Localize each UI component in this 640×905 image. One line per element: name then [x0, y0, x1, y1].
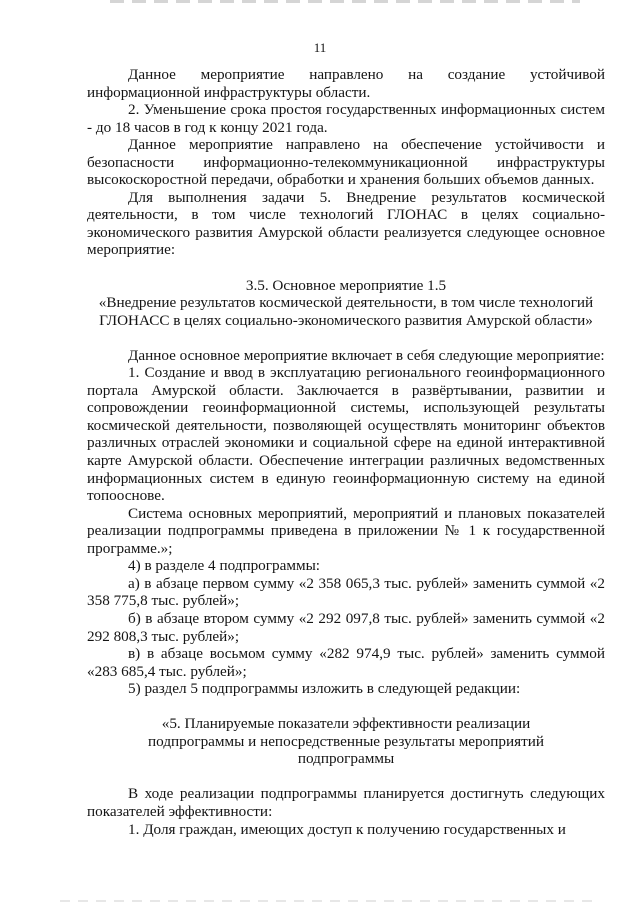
paragraph: 1. Доля граждан, имеющих доступ к получению государственных и: [128, 820, 566, 838]
section-heading-title: «Внедрение результатов космической деятельности, в том числе технологий ГЛОНАСС в целях социально-экономического развития Амурской области»: [98, 294, 594, 329]
paragraph: Система основных мероприятий, мероприятий и плановых показателей реализации подпрограммы приведена в приложении № 1 к государственной программе.»;: [87, 504, 605, 557]
paragraph: 4) в разделе 4 подпрограммы:: [128, 557, 320, 575]
paragraph: б) в абзаце втором сумму «2 292 097,8 тыс. рублей» заменить суммой «2 292 808,3 тыс. рублей»;: [87, 609, 605, 645]
section5-heading-line: подпрограммы: [297, 750, 395, 768]
paragraph: Данное основное мероприятие включает в себя следующие мероприятие:: [128, 346, 605, 364]
paragraph: 1. Создание и ввод в эксплуатацию регионального геоинформационного портала Амурской области. Заключается в развёртывании, развитии и сопровождении геоинформационной системы, использующей результаты космической деятельности, позволяющей осуществлять мониторинг объектов различных отраслей экономики и социальной сфере на единой интерактивной карте Амурской области. Обеспечение интеграции различных ведомственных информационных систем в единую геоинформационную систему на единой топооснове.: [87, 364, 605, 505]
scan-artifact-bottom: [60, 900, 600, 902]
paragraph: Данное мероприятие направлено на обеспечение устойчивости и безопасности информационно-телекоммуникационной инфраструктуры высокоскоростной передачи, обработки и хранения больших объемов данных.: [87, 136, 605, 189]
paragraph: 2. Уменьшение срока простоя государственных информационных систем - до 18 часов в год к концу 2021 года.: [87, 101, 605, 136]
section5-heading-line: «5. Планируемые показатели эффективности реализации: [161, 715, 531, 733]
paragraph: Для выполнения задачи 5. Внедрение результатов космической деятельности, в том числе технологий ГЛОНАС в целях социально-экономического развития Амурской области реализуется следующее основное мероприятие:: [87, 188, 605, 259]
section5-heading-line: подпрограммы и непосредственные результаты мероприятий: [148, 732, 544, 750]
scan-artifact-top: [110, 0, 580, 3]
page-number: 11: [313, 40, 327, 55]
paragraph: 5) раздел 5 подпрограммы изложить в следующей редакции:: [128, 680, 521, 698]
paragraph: а) в абзаце первом сумму «2 358 065,3 тыс. рублей» заменить суммой «2 358 775,8 тыс. рублей»;: [87, 574, 605, 610]
paragraph: В ходе реализации подпрограммы планируется достигнуть следующих показателей эффективности:: [87, 785, 605, 820]
paragraph: в) в абзаце восьмом сумму «282 974,9 тыс. рублей» заменить суммой «283 685,4 тыс. рублей»;: [87, 645, 605, 680]
paragraph: Данное мероприятие направлено на создание устойчивой информационной инфраструктуры области.: [87, 66, 605, 101]
section-heading-number: 3.5. Основное мероприятие 1.5: [245, 276, 447, 294]
document-body: [87, 66, 605, 838]
